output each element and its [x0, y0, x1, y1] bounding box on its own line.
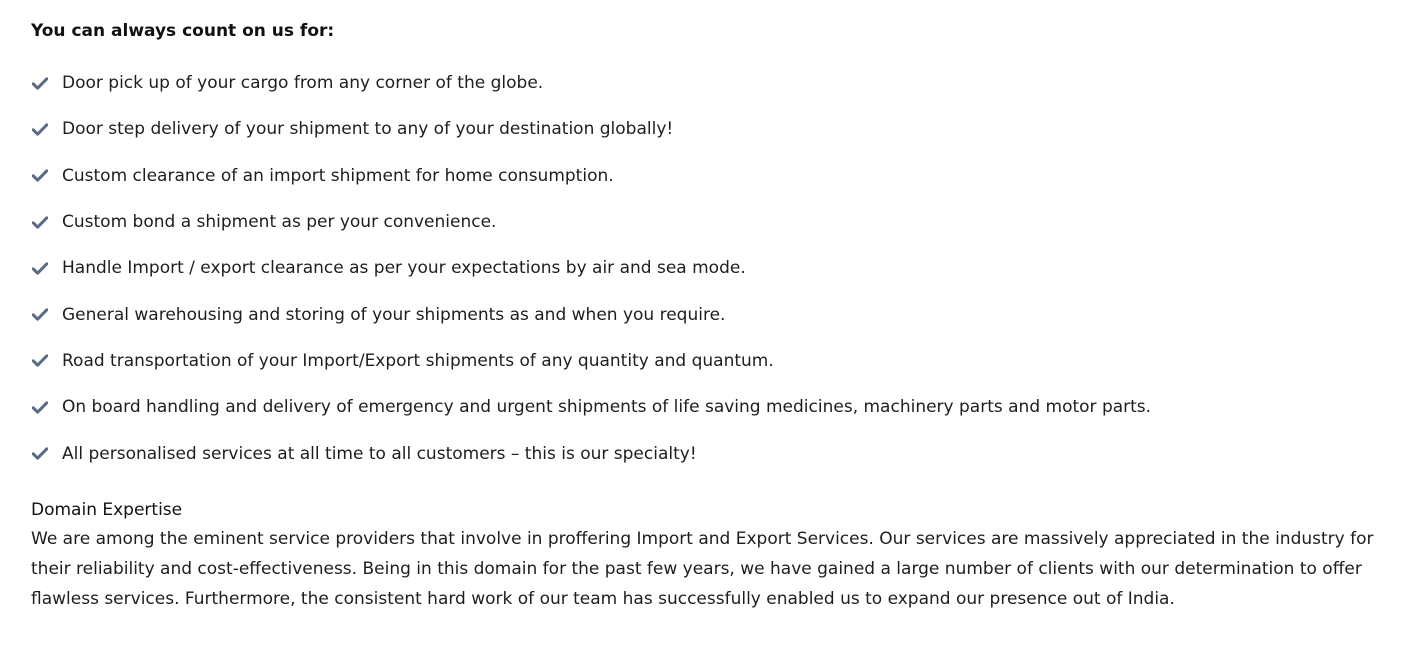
list-item: [31, 153, 1399, 199]
list-item: [31, 60, 1399, 106]
list-item: [31, 106, 1399, 152]
list-item-text: Door step delivery of your shipment to any of your destination globally!: [62, 119, 674, 140]
list-item-text: Road transportation of your Import/Export shipments of any quantity and quantum.: [62, 350, 774, 371]
list-item-text: General warehousing and storing of your shipments as and when you require.: [62, 304, 726, 325]
check-icon: [31, 352, 49, 370]
check-icon: [31, 259, 49, 277]
list-item-text: All personalised services at all time to all customers – this is our specialty!: [62, 443, 697, 464]
list-item: [31, 384, 1399, 430]
list-item: [31, 338, 1399, 384]
check-icon: [31, 74, 49, 92]
list-item: [31, 291, 1399, 337]
check-icon: [31, 306, 49, 324]
service-list: [31, 60, 1399, 477]
check-icon: [31, 398, 49, 416]
list-item: [31, 245, 1399, 291]
domain-expertise-body: We are among the eminent service providers that involve in proffering Import and Export Services. Our services are massively appreciated in the industry for their reliability and cost-effectiveness. Being in this domain for the past few years, we have gained a large number of clients with our determination to offer flawless services. Furthermore, the consistent hard work of our team has successfully enabled us to expand our presence out of India.: [31, 528, 1374, 609]
list-item-text: Door pick up of your cargo from any corner of the globe.: [62, 73, 544, 94]
content-area: [31, 18, 1399, 614]
list-item-text: Handle Import / export clearance as per your expectations by air and sea mode.: [62, 258, 746, 279]
list-item: [31, 430, 1399, 476]
domain-expertise-title: Domain Expertise: [31, 499, 183, 520]
check-icon: [31, 445, 49, 463]
list-item: [31, 199, 1399, 245]
list-item-text: Custom clearance of an import shipment for home consumption.: [62, 165, 614, 186]
intro-heading: You can always count on us for:: [31, 21, 335, 41]
check-icon: [31, 120, 49, 138]
list-item-text: Custom bond a shipment as per your convenience.: [62, 212, 497, 233]
check-icon: [31, 167, 49, 185]
list-item-text: On board handling and delivery of emergency and urgent shipments of life saving medicines, machinery parts and motor parts.: [62, 397, 1152, 418]
check-icon: [31, 213, 49, 231]
